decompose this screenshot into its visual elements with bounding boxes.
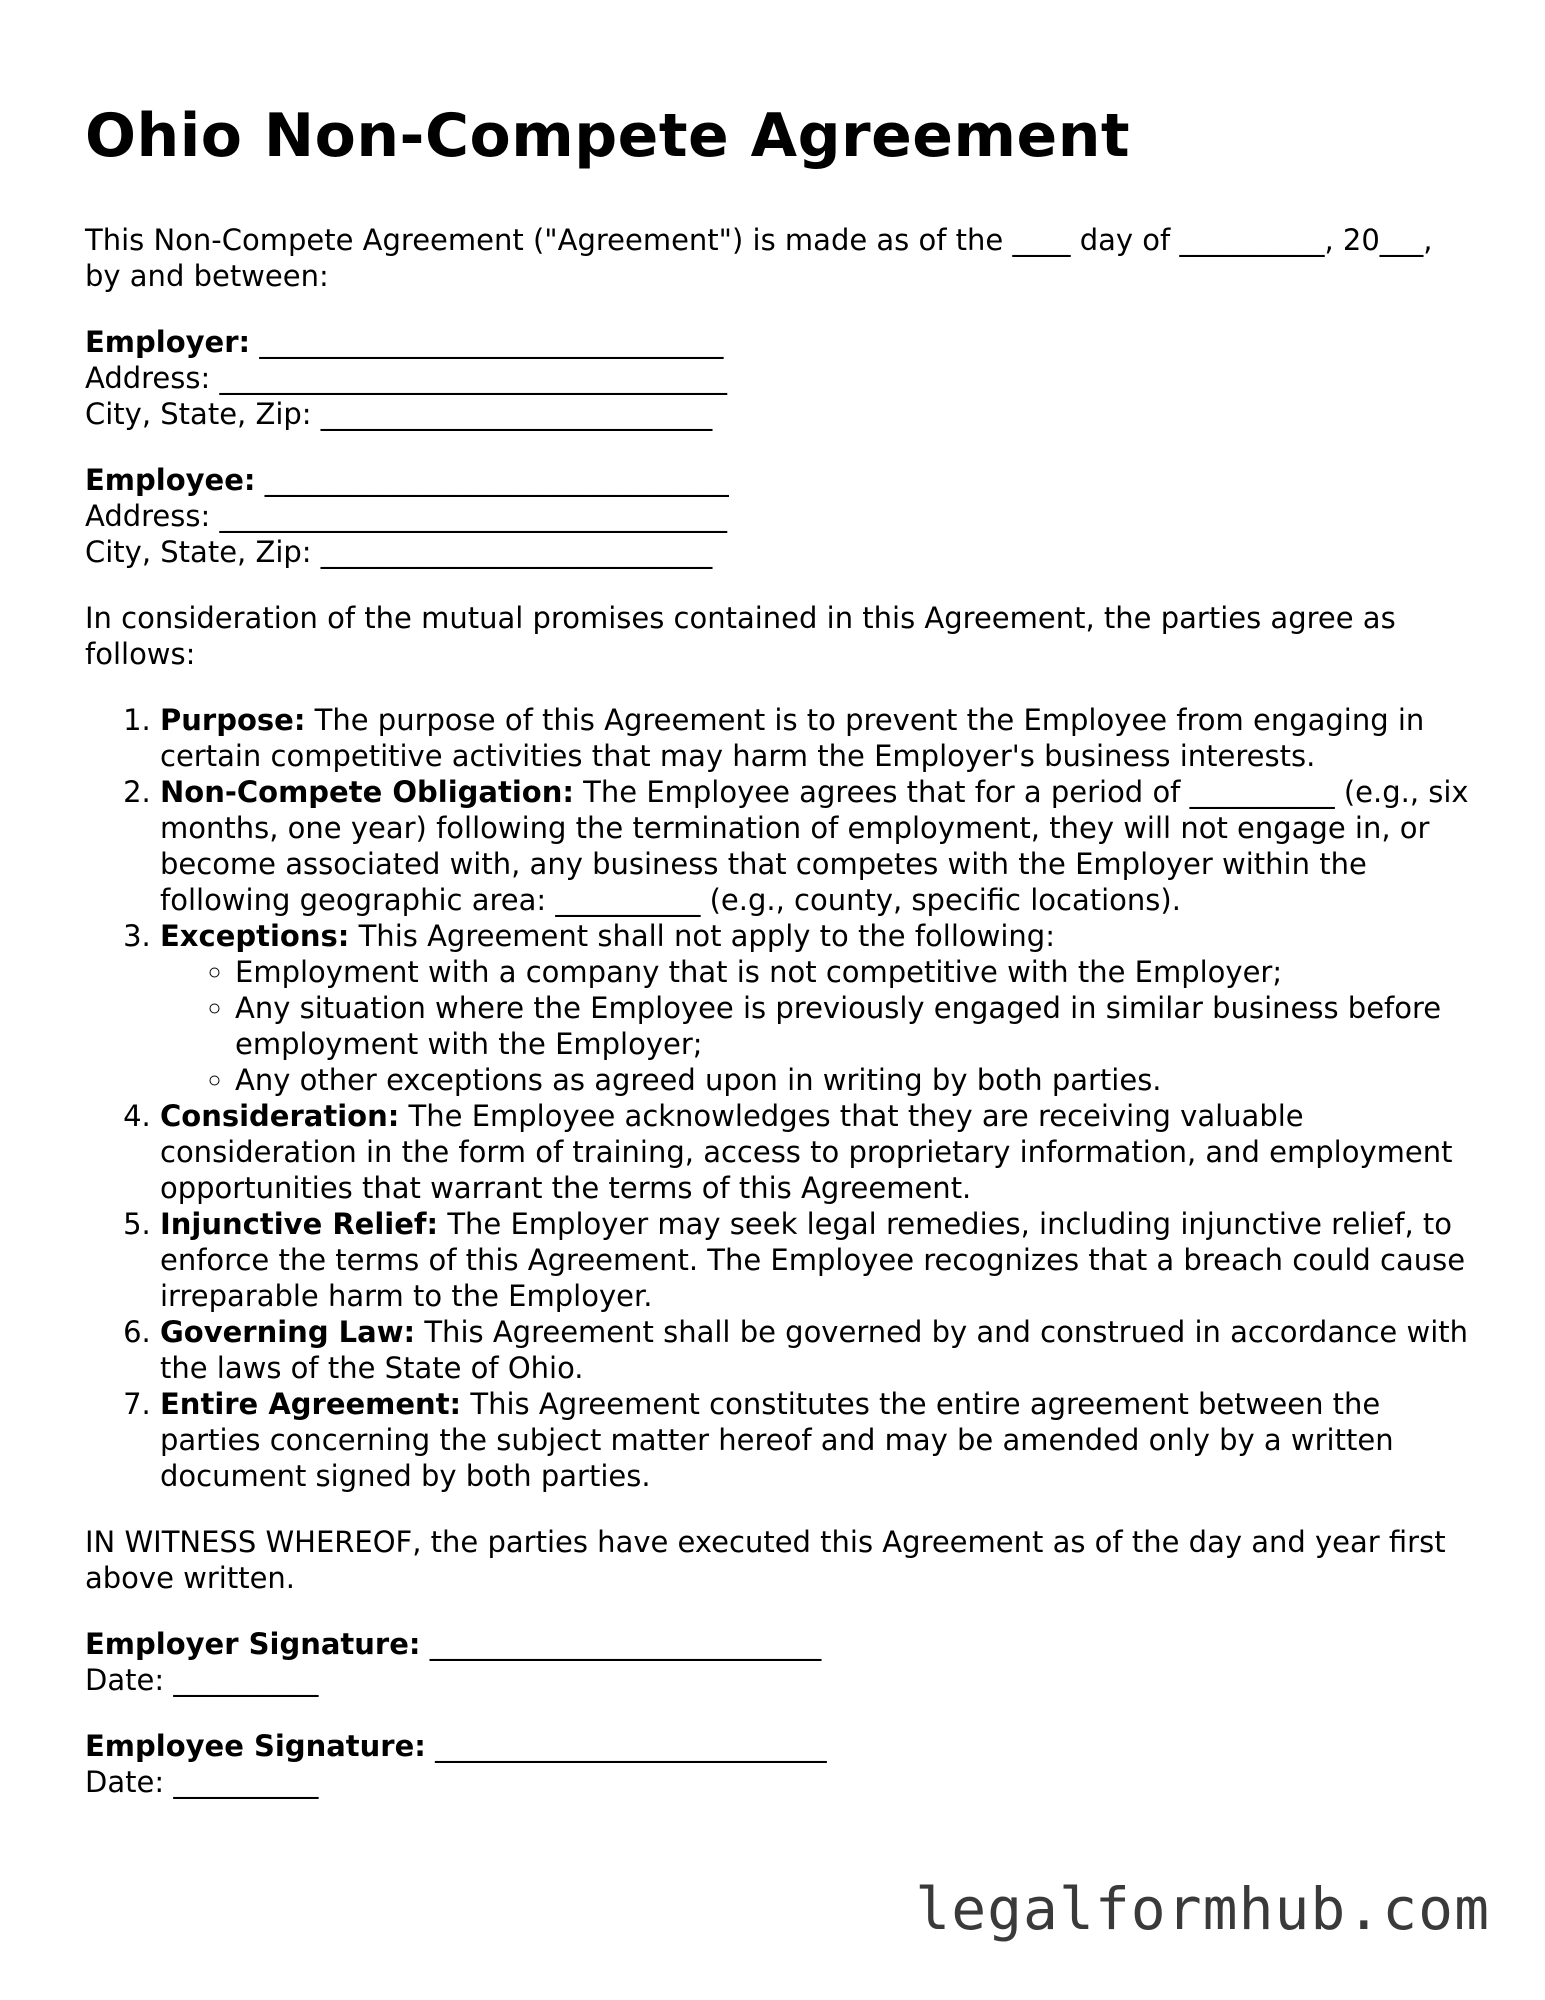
term-text: The Employer may seek legal remedies, including injunctive relief, to enforce the terms of this Agreement. The Employee recognizes that a breach could cause irreparable harm to the Employer. <box>160 1207 1466 1313</box>
employee-address-blank: ___________________________________ <box>219 499 727 533</box>
term-text: This Agreement constitutes the entire agreement between the parties concerning the subject matter hereof and may be amended only by a written document signed by both parties. <box>160 1387 1394 1493</box>
employee-city-line <box>85 534 1475 570</box>
employer-signature-line <box>85 1626 1475 1662</box>
employer-signature-block <box>85 1626 1475 1698</box>
employee-signature-block <box>85 1728 1475 1800</box>
employee-signature-line <box>85 1728 1475 1764</box>
term-text: This Agreement shall not apply to the following: <box>358 919 1055 953</box>
page-title: Ohio Non-Compete Agreement <box>85 101 1131 171</box>
exception-item: ◦ Any other exceptions as agreed upon in writing by both parties. <box>235 1062 1475 1098</box>
employee-label: Employee: <box>85 463 256 497</box>
employer-label: Employer: <box>85 325 251 359</box>
term-heading: Consideration: <box>160 1099 400 1133</box>
employer-address-label: Address: <box>85 361 211 395</box>
terms-list <box>85 702 1475 1494</box>
employer-city-label: City, State, Zip: <box>85 397 312 431</box>
exceptions-list <box>160 954 1475 1098</box>
term-non-compete-obligation <box>160 774 1475 918</box>
employer-signature-blank: ___________________________ <box>429 1627 822 1661</box>
employer-date-label: Date: <box>85 1663 165 1697</box>
employee-city-label: City, State, Zip: <box>85 535 312 569</box>
exception-item: ◦ Employment with a company that is not competitive with the Employer; <box>235 954 1475 990</box>
term-entire-agreement <box>160 1386 1475 1494</box>
employee-address-line <box>85 498 1475 534</box>
term-text: The Employee acknowledges that they are receiving valuable consideration in the form of training, access to proprietary information, and employment opportunities that warrant the terms of this Agreement. <box>160 1099 1453 1205</box>
term-text: This Agreement shall be governed by and construed in accordance with the laws of the State of Ohio. <box>160 1315 1469 1385</box>
employer-city-blank: ___________________________ <box>320 397 713 431</box>
employee-date-line <box>85 1764 1475 1800</box>
employee-date-blank: __________ <box>173 1765 319 1799</box>
term-text: The purpose of this Agreement is to prevent the Employee from engaging in certain competitive activities that may harm the Employer's business interests. <box>160 703 1425 773</box>
consideration-intro: In consideration of the mutual promises contained in this Agreement, the parties agree as follows: <box>85 601 1396 671</box>
employee-signature-blank: ___________________________ <box>435 1729 827 1763</box>
employer-signature-label: Employer Signature: <box>85 1627 421 1661</box>
term-text: The Employee agrees that for a period of __________ (e.g., six months, one year) following the termination of employment, they will not engage in, or become associated with, any business that competes with the Employer within the following geographic area: __________ (e.g., county, specific locations). <box>160 775 1469 917</box>
intro-paragraph: This Non-Compete Agreement ("Agreement") is made as of the ____ day of __________, 20___, by and between: <box>85 223 1433 293</box>
term-purpose <box>160 702 1475 774</box>
employer-address-blank: ___________________________________ <box>219 361 727 395</box>
document-page <box>85 100 1475 1800</box>
term-heading: Entire Agreement: <box>160 1387 462 1421</box>
employee-line <box>85 462 1475 498</box>
witness-paragraph: IN WITNESS WHEREOF, the parties have executed this Agreement as of the day and year first above written. <box>85 1525 1446 1595</box>
employee-name-blank: ________________________________ <box>264 463 729 497</box>
employee-city-blank: ___________________________ <box>320 535 713 569</box>
employee-block <box>85 462 1475 570</box>
term-heading: Injunctive Relief: <box>160 1207 439 1241</box>
term-heading: Non-Compete Obligation: <box>160 775 574 809</box>
employer-date-blank: __________ <box>173 1663 319 1697</box>
term-consideration <box>160 1098 1475 1206</box>
watermark-text: legalformhub.com <box>915 1875 1490 1943</box>
term-injunctive-relief <box>160 1206 1475 1314</box>
employer-line <box>85 324 1475 360</box>
employer-address-line <box>85 360 1475 396</box>
term-heading: Purpose: <box>160 703 306 737</box>
employer-name-blank: ________________________________ <box>259 325 724 359</box>
term-governing-law <box>160 1314 1475 1386</box>
term-heading: Exceptions: <box>160 919 350 953</box>
employer-date-line <box>85 1662 1475 1698</box>
employee-address-label: Address: <box>85 499 211 533</box>
employee-date-label: Date: <box>85 1765 165 1799</box>
employer-block <box>85 324 1475 432</box>
exception-item: ◦ Any situation where the Employee is previously engaged in similar business before employment with the Employer; <box>235 990 1475 1062</box>
term-heading: Governing Law: <box>160 1315 416 1349</box>
employee-signature-label: Employee Signature: <box>85 1729 426 1763</box>
term-exceptions <box>160 918 1475 1098</box>
employer-city-line <box>85 396 1475 432</box>
